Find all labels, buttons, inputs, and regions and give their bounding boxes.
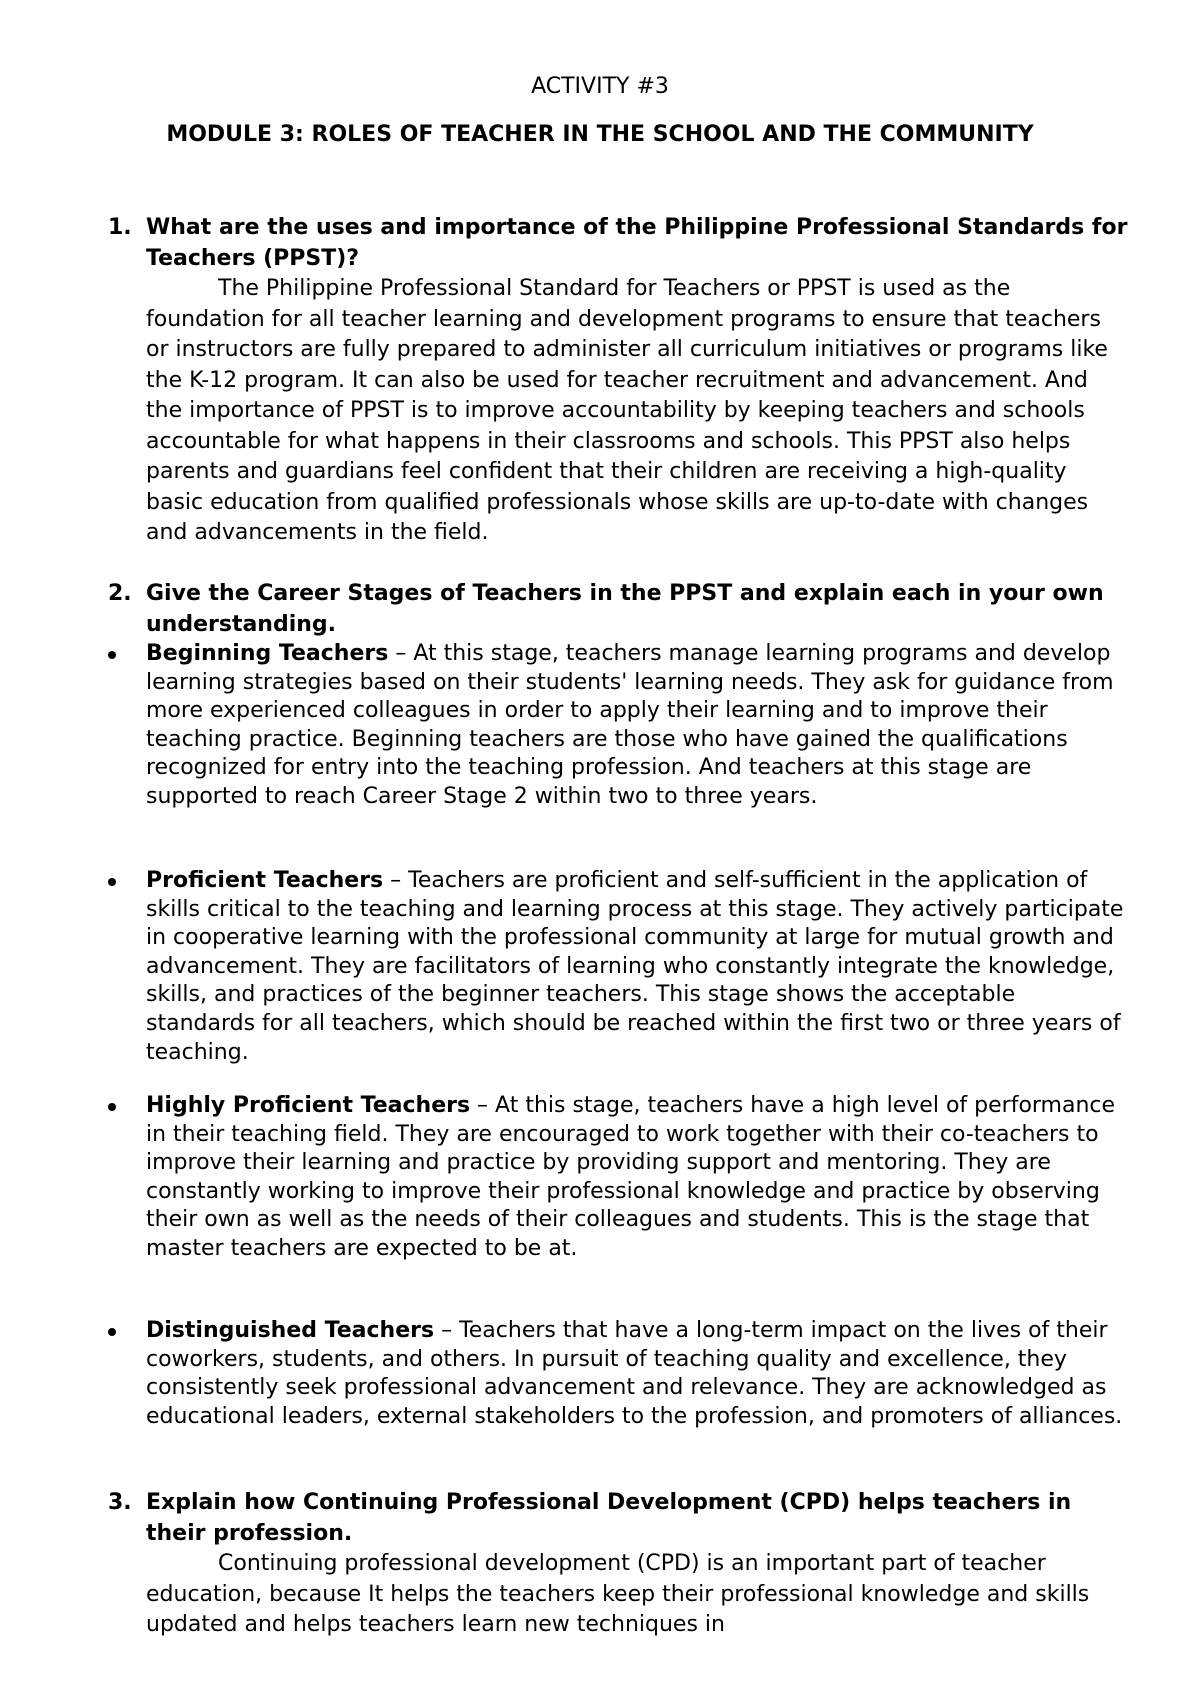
question-2 [108, 578, 1128, 640]
stage-description: – At this stage, teachers manage learning programs and develop learning strategies based on their students' learning needs. They ask for guidance from more experienced colleagues in order to apply their learning and to improve their teaching practice. Beginning teachers are those who have gained the qualifications recognized for entry into the teaching profession. And teachers at this stage are supported to reach Career Stage 2 within two to three years. [146, 641, 1114, 809]
question-number: 1. [108, 215, 132, 240]
question-3 [108, 1487, 1128, 1641]
stage-name: Proficient Teachers [146, 868, 384, 893]
question-text: Give the Career Stages of Teachers in the PPST and explain each in your own understanding. [146, 581, 1104, 637]
question-text: What are the uses and importance of the Philippine Professional Standards for Teachers (PPST)? [146, 215, 1128, 271]
question-number: 2. [108, 581, 132, 606]
module-title: MODULE 3: ROLES OF TEACHER IN THE SCHOOL AND THE COMMUNITY [166, 122, 1034, 147]
answer-text: The Philippine Professional Standard for Teachers or PPST is used as the foundation for all teacher learning and development programs to ensure that teachers or instructors are fully prepared to administer all curriculum initiatives or programs like the K-12 program. It can also be used for teacher recruitment and advancement. And the importance of PPST is to improve accountability by keeping teachers and schools accountable for what happens in their classrooms and schools. This PPST also helps parents and guardians feel confident that their children are receiving a high-quality basic education from qualified professionals whose skills are up-to-date with changes and advancements in the field. [146, 276, 1108, 545]
stage-description: – Teachers that have a long-term impact on the lives of their coworkers, students, and others. In pursuit of teaching quality and excellence, they consistently seek professional advancement and relevance. They are acknowledged as educational leaders, external stakeholders to the profession, and promoters of alliances. [146, 1318, 1123, 1429]
question-1 [108, 212, 1128, 549]
stage-name: Beginning Teachers [146, 641, 389, 666]
bullet-icon [108, 1103, 116, 1111]
bullet-icon [108, 878, 116, 886]
list-item-proficient-teachers [108, 867, 1128, 1067]
stage-description: – At this stage, teachers have a high level of performance in their teaching field. They are encouraged to work together with their co-teachers to improve their learning and practice by providing support and mentoring. They are constantly working to improve their professional knowledge and practice by observing their own as well as the needs of their colleagues and students. This is the stage that master teachers are expected to be at. [146, 1093, 1116, 1261]
stage-name: Distinguished Teachers [146, 1318, 435, 1343]
question-number: 3. [108, 1490, 132, 1515]
list-item-highly-proficient-teachers [108, 1092, 1128, 1264]
question-text: Explain how Continuing Professional Development (CPD) helps teachers in their profession. [146, 1490, 1072, 1546]
bullet-icon [108, 651, 116, 659]
list-item-distinguished-teachers [108, 1317, 1128, 1431]
document-title: ACTIVITY #3 [531, 74, 669, 99]
answer-text: Continuing professional development (CPD) is an important part of teacher education, because It helps the teachers keep their professional knowledge and skills updated and helps teachers learn new techniques in [146, 1551, 1090, 1637]
stage-name: Highly Proficient Teachers [146, 1093, 471, 1118]
bullet-icon [108, 1328, 116, 1336]
list-item-beginning-teachers [108, 640, 1128, 812]
stage-description: – Teachers are proficient and self-sufficient in the application of skills critical to the teaching and learning process at this stage. They actively participate in cooperative learning with the professional community at large for mutual growth and advancement. They are facilitators of learning who constantly integrate the knowledge, skills, and practices of the beginner teachers. This stage shows the acceptable standards for all teachers, which should be reached within the first two or three years of teaching. [146, 868, 1124, 1065]
